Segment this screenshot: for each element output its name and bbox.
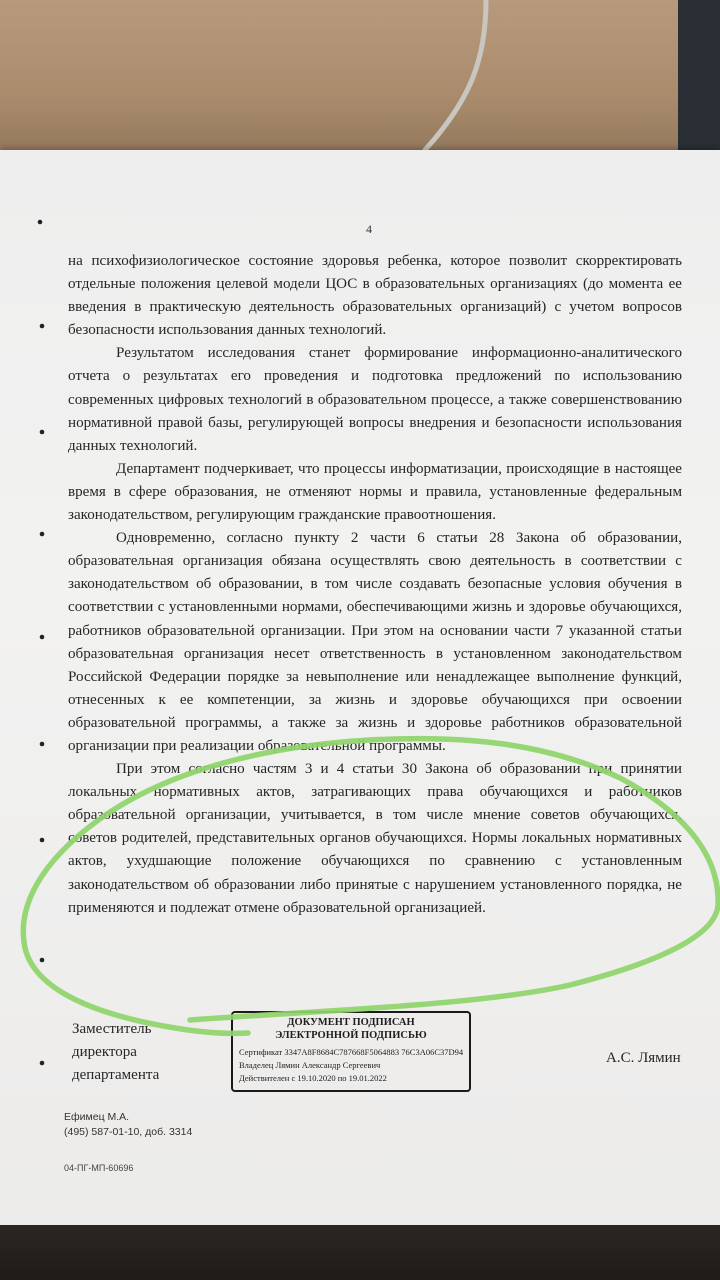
executor-name: Ефимец М.А. <box>64 1111 130 1123</box>
page-number: 4 <box>366 222 372 236</box>
paragraph-5: При этом согласно частям 3 и 4 статьи 30 Закона об образовании при принятии локальных нормативных актов, затрагивающих права обучающихся и работников образовательной организации, учитывается, в том числе мнение советов обучающихся, советов родителей, представительных органов обучающихся. Нормы локальных нормативных актов, ухудшающие положение обучающихся по сравнению с установленным законодательством об образовании либо принятые с нарушением установленного порядка, не применяются и подлежат отмене образовательной организацией. <box>68 761 682 916</box>
signer-name: А.С. Лямин <box>606 1050 681 1066</box>
paragraph-3: Департамент подчеркивает, что процессы информатизации, происходящие в настоящее время в сфере образования, не отменяют нормы и правила, установленные федеральным законодательством, регулирующим гражданские правоотношения. <box>68 460 682 524</box>
stamp-title-line-1: ДОКУМЕНТ ПОДПИСАН <box>287 1017 415 1028</box>
stamp-validity: Действителен с 19.10.2020 по 19.01.2022 <box>239 1073 387 1083</box>
signature-position <box>72 1018 222 1087</box>
stamp-title-line-2: ЭЛЕКТРОННОЙ ПОДПИСЬЮ <box>275 1030 427 1041</box>
stamp-title <box>233 1016 469 1042</box>
document-number: 04-ПГ-МП-60696 <box>64 1163 134 1173</box>
position-line-2: директора <box>72 1044 137 1060</box>
document-body <box>68 250 682 920</box>
stamp-certificate: Сертификат 3347A8F8684C787668F5064883 76C3A06C37D94 <box>239 1047 464 1057</box>
executor-info <box>64 1110 192 1140</box>
dark-background-corner <box>678 0 720 160</box>
electronic-signature-stamp <box>231 1011 471 1092</box>
table-surface <box>0 0 720 165</box>
paragraph-4: Одновременно, согласно пункту 2 части 6 статьи 28 Закона об образовании, образовательная организация обязана осуществлять свою деятельность в соответствии с законодательством об образовании, в том числе создавать безопасные условия обучения в соответствии с установленными нормами, обеспечивающими жизнь и здоровье обучающихся, работников образовательной организации. При этом на основании части 7 указанной статьи образовательная организация несет ответственность в установленном законодательством Российской Федерации порядке за невыполнение или ненадлежащее выполнение функций, отнесенных к ее компетенции, за жизнь и здоровье обучающихся при освоении образовательной программы, а также за жизнь и здоровье работников образовательной организации при реализации образовательной программы. <box>68 530 682 754</box>
paragraph-2: Результатом исследования станет формирование информационно-аналитического отчета о результатах его проведения и подготовка предложений по использованию современных цифровых технологий в образовательном процессе, а также совершенствованию нормативной правой базы, регулирующей вопросы внедрения и безопасности использования данных технологий. <box>68 345 682 454</box>
dark-table-edge <box>0 1225 720 1280</box>
executor-phone: (495) 587-01-10, доб. 3314 <box>64 1126 193 1138</box>
paragraph-1: на психофизиологическое состояние здоровья ребенка, которое позволит скорректировать отдельные положения целевой модели ЦОС в образовательных организациях (до момента ее введения в практическую деятельность образовательных организаций) с учетом вопросов безопасности использования данных технологий. <box>68 253 682 339</box>
stamp-owner: Владелец Лямин Александр Сергеевич <box>239 1060 381 1070</box>
position-line-3: департамента <box>72 1067 160 1083</box>
position-line-1: Заместитель <box>72 1021 152 1037</box>
